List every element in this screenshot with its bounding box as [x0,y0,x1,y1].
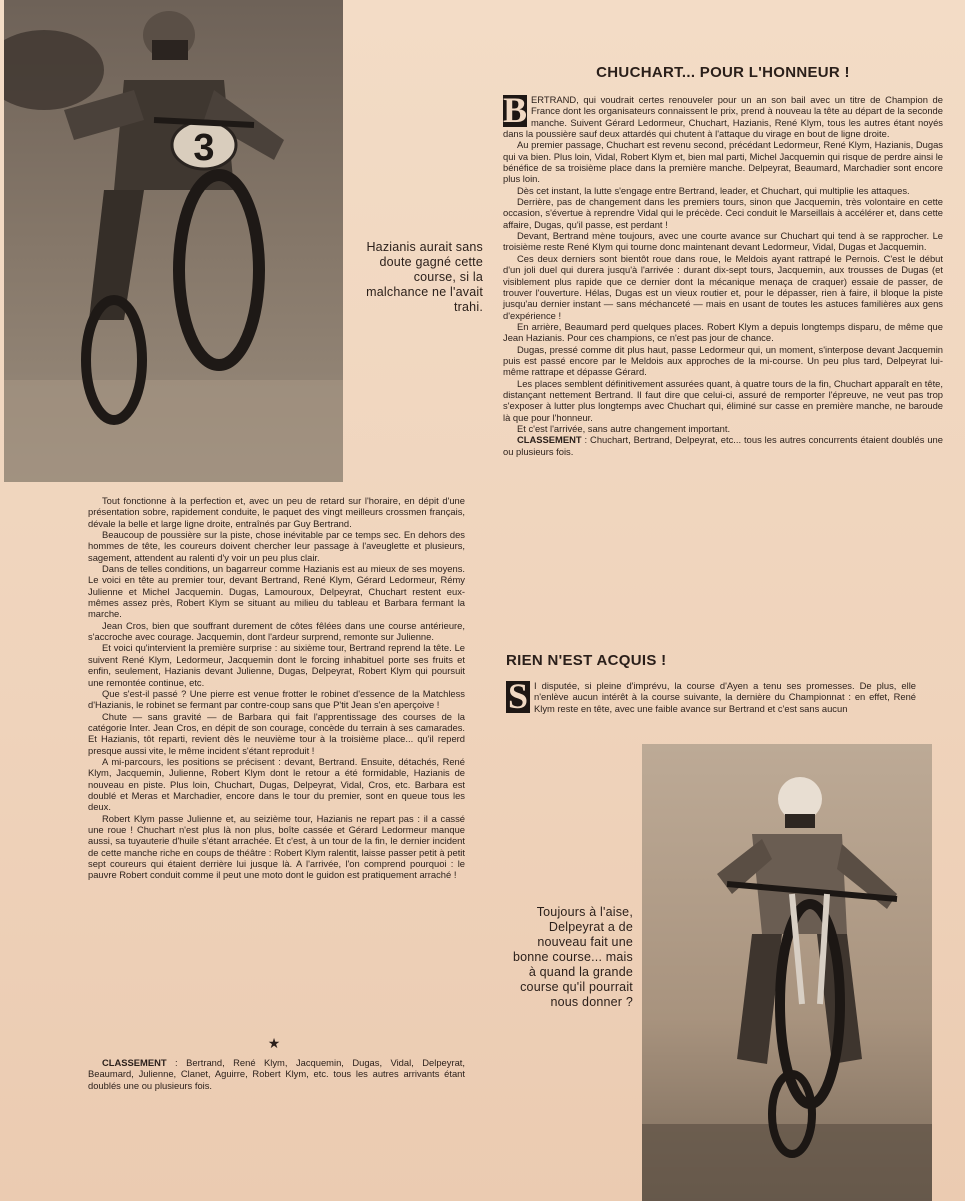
paragraph: Derrière, pas de changement dans les premiers tours, sinon que Jacquemin, très volontaire en cette occasion, s'évertue à reprendre Vidal qui le précède. Ceci conduit le Marseillais à accélérer et, dans cette affaire, Dugas, qu'il passe, est perdant ! [503,196,943,230]
classement-text: : Chuchart, Bertrand, Delpeyrat, etc... tous les autres concurrents étaient doublés une ou plusieurs fois. [503,434,943,457]
lead-paragraph [503,90,943,140]
article-column-right [503,90,943,457]
paragraph: Chute — sans gravité — de Barbara qui fait l'apprentissage des courses de la catégorie Inter. Jean Cros, en dépit de son courage, concède du terrain à ses camarades. Et Hazianis, tôt reparti, revient dès le neuvième tour à la troisième place... qu'il reperd presque aussi vite, le même incident s'étant reproduit ! [88,710,465,756]
lead-paragraph [506,676,916,716]
paragraph: Les places semblent définitivement assurées quant, à quatre tours de la fin, Chuchart apparaît en tête, distançant nettement Bertrand. Il faut dire que celui-ci, assuré de remporter l'épreuve, ne veut pas trop s'exposer à lutter plus longtemps avec Chuchart qui, éliminé sur casse en première manche, ne baroude là que pour l'honneur. [503,377,943,423]
section-heading-rien [506,652,666,669]
paragraph: Tout fonctionne à la perfection et, avec un peu de retard sur l'horaire, en dépit d'une présentation sobre, rapidement conduite, le paquet des vingt meilleurs crossmen français, dévale la belle et large ligne droite, entraînés par Guy Bertrand. [88,495,465,529]
paragraph: Dès cet instant, la lutte s'engage entre Bertrand, leader, et Chuchart, qui multiplie les attaques. [517,184,910,196]
paragraph: Robert Klym passe Julienne et, au seizième tour, Hazianis ne repart pas : il a cassé une roue ! Chuchart n'est plus là non plus, boîte cassée et Gérard Ledormeur manque aussi, sa tuyauterie d'huile s'étant arrachée. Et c'est, à un tour de la fin, le dernier incident de cette manche riche en coups de théâtre : Robert Klym ralentit, laisse passer petit à petit sept coureurs qui étaient derrière lui jusque là. A l'arrivée, l'on comprend pourquoi : le pauvre Robert conduit comme il peut une moto dont le guidon est pratiquement arraché ! [88,812,465,881]
paragraph: A mi-parcours, les positions se précisent : devant, Bertrand. Ensuite, détachés, René Klym, Jacquemin, Julienne, Robert Klym dont le retour a été formidable, Hazianis de nouveau en piste. Plus loin, Chuchart, Dugas, Delpeyrat, Vidal, Cros, etc. Barbara est doublé et Meras et Marchadier, encore dans le tour du premier, sont en queue tous les deux. [88,755,465,813]
classement-label: CLASSEMENT [102,1057,167,1068]
photo-caption-top: Hazianis aurait sans doute gagné cette course, si la malchance ne l'avait trahi. [366,240,483,314]
photo-caption-bottom: Toujours à l'aise, Delpeyrat a de nouveau fait une bonne course... mais à quand la grande course qu'il pourrait nous donner ? [512,905,633,1009]
classement-paragraph [503,434,943,457]
paragraph: Et c'est l'arrivée, sans autre changement important. [517,422,731,434]
delpeyrat-photo [642,744,932,1201]
paragraph: Dans de telles conditions, un bagarreur comme Hazianis est au mieux de ses moyens. Le voici en tête au premier tour, devant Bertrand, René Klym, Gérard Ledormeur, Rémy Julienne et Michel Jacquemin. Dugas, Lamouroux, Delpeyrat, Chuchart restent eux-mêmes assez près, Robert Klym se situant au milieu du tableau et Barbara fermant la marche. [88,563,465,620]
dropcap-s: S [507,676,529,716]
classement-label: CLASSEMENT [517,434,582,446]
number-plate-text: 3 [193,127,215,169]
classement-block-left [88,1057,465,1091]
classement-paragraph [88,1057,465,1091]
section-heading-chuchart [503,64,943,81]
paragraph: Dugas, pressé comme dit plus haut, passe Ledormeur qui, un moment, s'interpose devant Jacquemin puis est passé encore par le Meldois aux approches de la mi-course. Un peu plus tard, Delpeyrat lui-même rattrape et dépasse Gérard. [503,343,943,378]
paragraph: En arrière, Beaumard perd quelques places. Robert Klym a depuis longtemps disparu, de même que Jean Hazianis. Pour ces champions, ce n'est pas jour de chance. [503,320,943,344]
article-column-left [88,495,465,881]
lead-text: ERTRAND, qui voudrait certes renouveler pour un an son bail avec un titre de Champion de France dont les organisateurs connaissent le prix, prend à nouveau la tête au départ de la seconde manche. Suivent Gérard Ledormeur, Chuchart, Hazianis, René Klym, tous les autres étant noyés dans la poussière sauf deux attardés qui chutent à l'attaque du virage en bout de ligne droite. [503,94,943,140]
paragraph: Jean Cros, bien que souffrant durement de côtes fêlées dans une course antérieure, s'accroche avec courage. Jacquemin, dont l'ardeur surprend, remonte sur Julienne. [88,619,465,643]
paragraph: Au premier passage, Chuchart est revenu second, précédant Ledormeur, René Klym, Hazianis, Dugas qui va bien. Plus loin, Vidal, Robert Klym et, bien mal parti, Michel Jacquemin qui risque de perdre ainsi le bénéfice de sa troisième place dans la première manche. Delpeyrat, Beaumard, Marchadier sont encore plus loin. [503,139,943,185]
paragraph: Devant, Bertrand mène toujours, avec une courte avance sur Chuchart qui tend à se rapprocher. Le troisième reste René Klym qui tourne donc maintenant devant Ledormeur, Vidal, Dugas et Jacquemin. [503,230,943,253]
rider-jump-photo [4,0,343,482]
paragraph: Que s'est-il passé ? Une pierre est venue frotter le robinet d'essence de la Matchless d'Hazianis, le robinet se fermant par contre-coup sans que P'tit Jean s'en aperçoive ! [88,687,465,711]
article-column-rien [506,676,916,716]
paragraph: Et voici qu'intervient la première surprise : au sixième tour, Bertrand reprend la tête. Le suivent René Klym, Ledormeur, Jacquemin dont le forcing inhabituel porte ses fruits et enfin, seulement, Hazianis devant Julienne, Dugas, Delpeyrat, Robert Klym qui poursuit une remontée continue, etc. [88,642,465,688]
heading-text: RIEN N'EST ACQUIS ! [506,652,667,669]
heading-text: CHUCHART... POUR L'HONNEUR ! [596,64,850,81]
lead-text: I disputée, si pleine d'imprévu, la course d'Ayen a tenu ses promesses. De plus, elle n'enlève aucun intérêt à la course suivante, la dernière du Championnat : en effet, René Klym reste en tête, avec une faible avance sur Bertrand et c'est sans aucun [534,680,916,714]
paragraph: Ces deux derniers sont bientôt roue dans roue, le Meldois ayant rattrapé le Pernois. C'est le début d'un joli duel qui durera jusqu'à l'arrivée : durant dix-sept tours, Jacquemin, aux trousses de Dugas (et visiblement plus rapide que ce dernier dont la mécanique menaça de craquer) essaie de passer, de trouver l'ouverture. Hélas, Dugas est un vieux routier et, pour le dépasser, rien à faire, il bloque la piste jusqu'au dernier instant — sans méchanceté — mais en usant de toutes les astuces familières aux gens d'expérience ! [503,252,943,321]
classement-text: : Bertrand, René Klym, Jacquemin, Dugas, Vidal, Delpeyrat, Beaumard, Julienne, Clanet, Aguirre, Robert Klym, etc. tous les autres arrivants étant doublés une ou plusieurs fois. [88,1057,465,1091]
paragraph: Beaucoup de poussière sur la piste, chose inévitable par ce temps sec. En dehors des hommes de tête, les coureurs doivent chercher leur passage à l'aveuglette et plusieurs, sagement, attendent au ralenti d'y voir un peu plus clair. [88,529,465,563]
dropcap-b: B [503,90,528,130]
section-separator-star: ★ [267,1035,281,1051]
